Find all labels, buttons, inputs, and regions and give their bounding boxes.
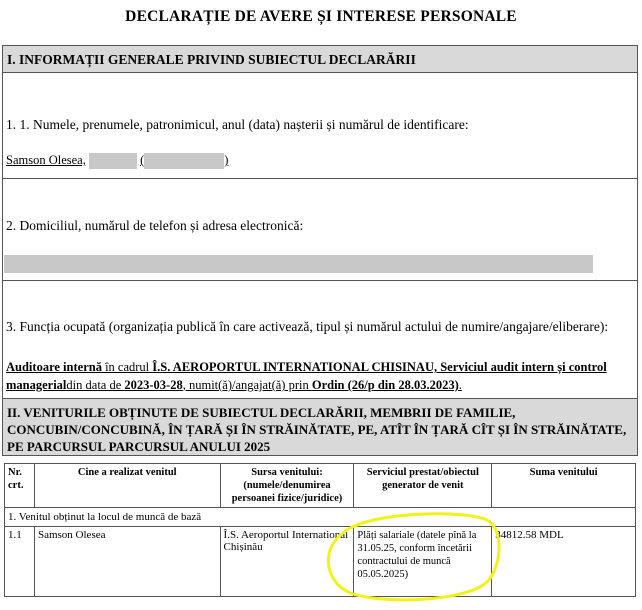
question-1-label: 1. 1. Numele, prenumele, patronimicul, anul (data) nașterii și numărul de identificare: bbox=[6, 117, 469, 132]
row-who: Samson Olesea bbox=[34, 527, 220, 597]
document-title: DECLARAȚIE DE AVERE ȘI INTERESE PERSONALE bbox=[125, 8, 517, 25]
column-header-nr: Nr. crt. bbox=[5, 464, 35, 508]
income-category-label: 1. Venitul obținut la locul de muncă de bază bbox=[5, 508, 636, 527]
column-header-amount: Suma venitului bbox=[492, 464, 636, 508]
position-title: Auditoare internă bbox=[6, 360, 102, 374]
appointment-date: 2023-03-28 bbox=[124, 378, 183, 392]
column-header-source: Sursa venitului: (numele/denumirea persoanei fizice/juridice) bbox=[220, 464, 354, 508]
appointment-order: Ordin (26/p din 28.03.2023) bbox=[311, 378, 459, 392]
row-service: Plăți salariale (datele pînă la 31.05.25, conform încetării contractului de muncă 05.05.2025) bbox=[354, 527, 492, 597]
section-1-header: I. INFORMAȚII GENERALE PRIVIND SUBIECTUL DECLARĂRII bbox=[2, 45, 638, 73]
question-3-answer-line-2 bbox=[6, 378, 462, 393]
highlight-stroke bbox=[328, 514, 499, 600]
question-2-label: 2. Domiciliul, numărul de telefon și adresa electronică: bbox=[6, 218, 304, 233]
redacted-birth-year bbox=[89, 153, 137, 169]
redacted-address bbox=[4, 255, 593, 273]
organization-name: Î.S. AEROPORTUL INTERNATIONAL CHISINAU, Serviciul audit intern și control bbox=[152, 360, 607, 374]
paren-open: ( bbox=[140, 153, 145, 167]
connector-text: din data de bbox=[66, 378, 125, 392]
paren-close: ) bbox=[224, 153, 229, 167]
connector-text: , numit(ă)/angajat(ă) prin bbox=[182, 378, 312, 392]
highlight-circle-annotation bbox=[315, 508, 505, 606]
section-2-header bbox=[2, 398, 638, 456]
row-amount: 34812.58 MDL bbox=[492, 527, 636, 597]
connector-text: în cadrul bbox=[101, 360, 153, 374]
divider bbox=[2, 280, 638, 281]
question-3-answer-line-1 bbox=[6, 360, 607, 375]
column-header-service: Serviciul prestat/obiectul generator de venit bbox=[354, 464, 492, 508]
section-2-header-line-2: CONCUBIN/CONCUBINĂ, ÎN ȚARĂ ȘI ÎN STRĂINĂTATE, PE, ATÎT ÎN ȚARĂ CÎT ȘI ÎN STRĂINĂTATE, bbox=[7, 422, 627, 437]
question-3-label: 3. Funcția ocupată (organizația publică în care activează, tipul și numărul actului de numire/angajare/eliberare): bbox=[6, 319, 609, 334]
section-2-header-line-1: II. VENITURILE OBȚINUTE DE SUBIECTUL DECLARĂRII, MEMBRII DE FAMILIE, bbox=[7, 405, 516, 420]
divider bbox=[2, 178, 638, 179]
column-header-who: Cine a realizat venitul bbox=[34, 464, 220, 508]
department-suffix: managerial bbox=[6, 378, 67, 392]
connector-text: . bbox=[458, 378, 462, 392]
subject-name: Samson Olesea, bbox=[6, 153, 86, 167]
question-1-answer bbox=[6, 153, 228, 169]
row-source: Î.S. Aeroportul International Chișinău bbox=[220, 527, 354, 597]
section-2-header-line-3: PE PARCURSUL PARCURSUL ANULUI 2025 bbox=[7, 439, 271, 454]
row-nr: 1.1 bbox=[5, 527, 35, 597]
table-header-row bbox=[5, 464, 636, 508]
redacted-id-number bbox=[144, 153, 224, 169]
